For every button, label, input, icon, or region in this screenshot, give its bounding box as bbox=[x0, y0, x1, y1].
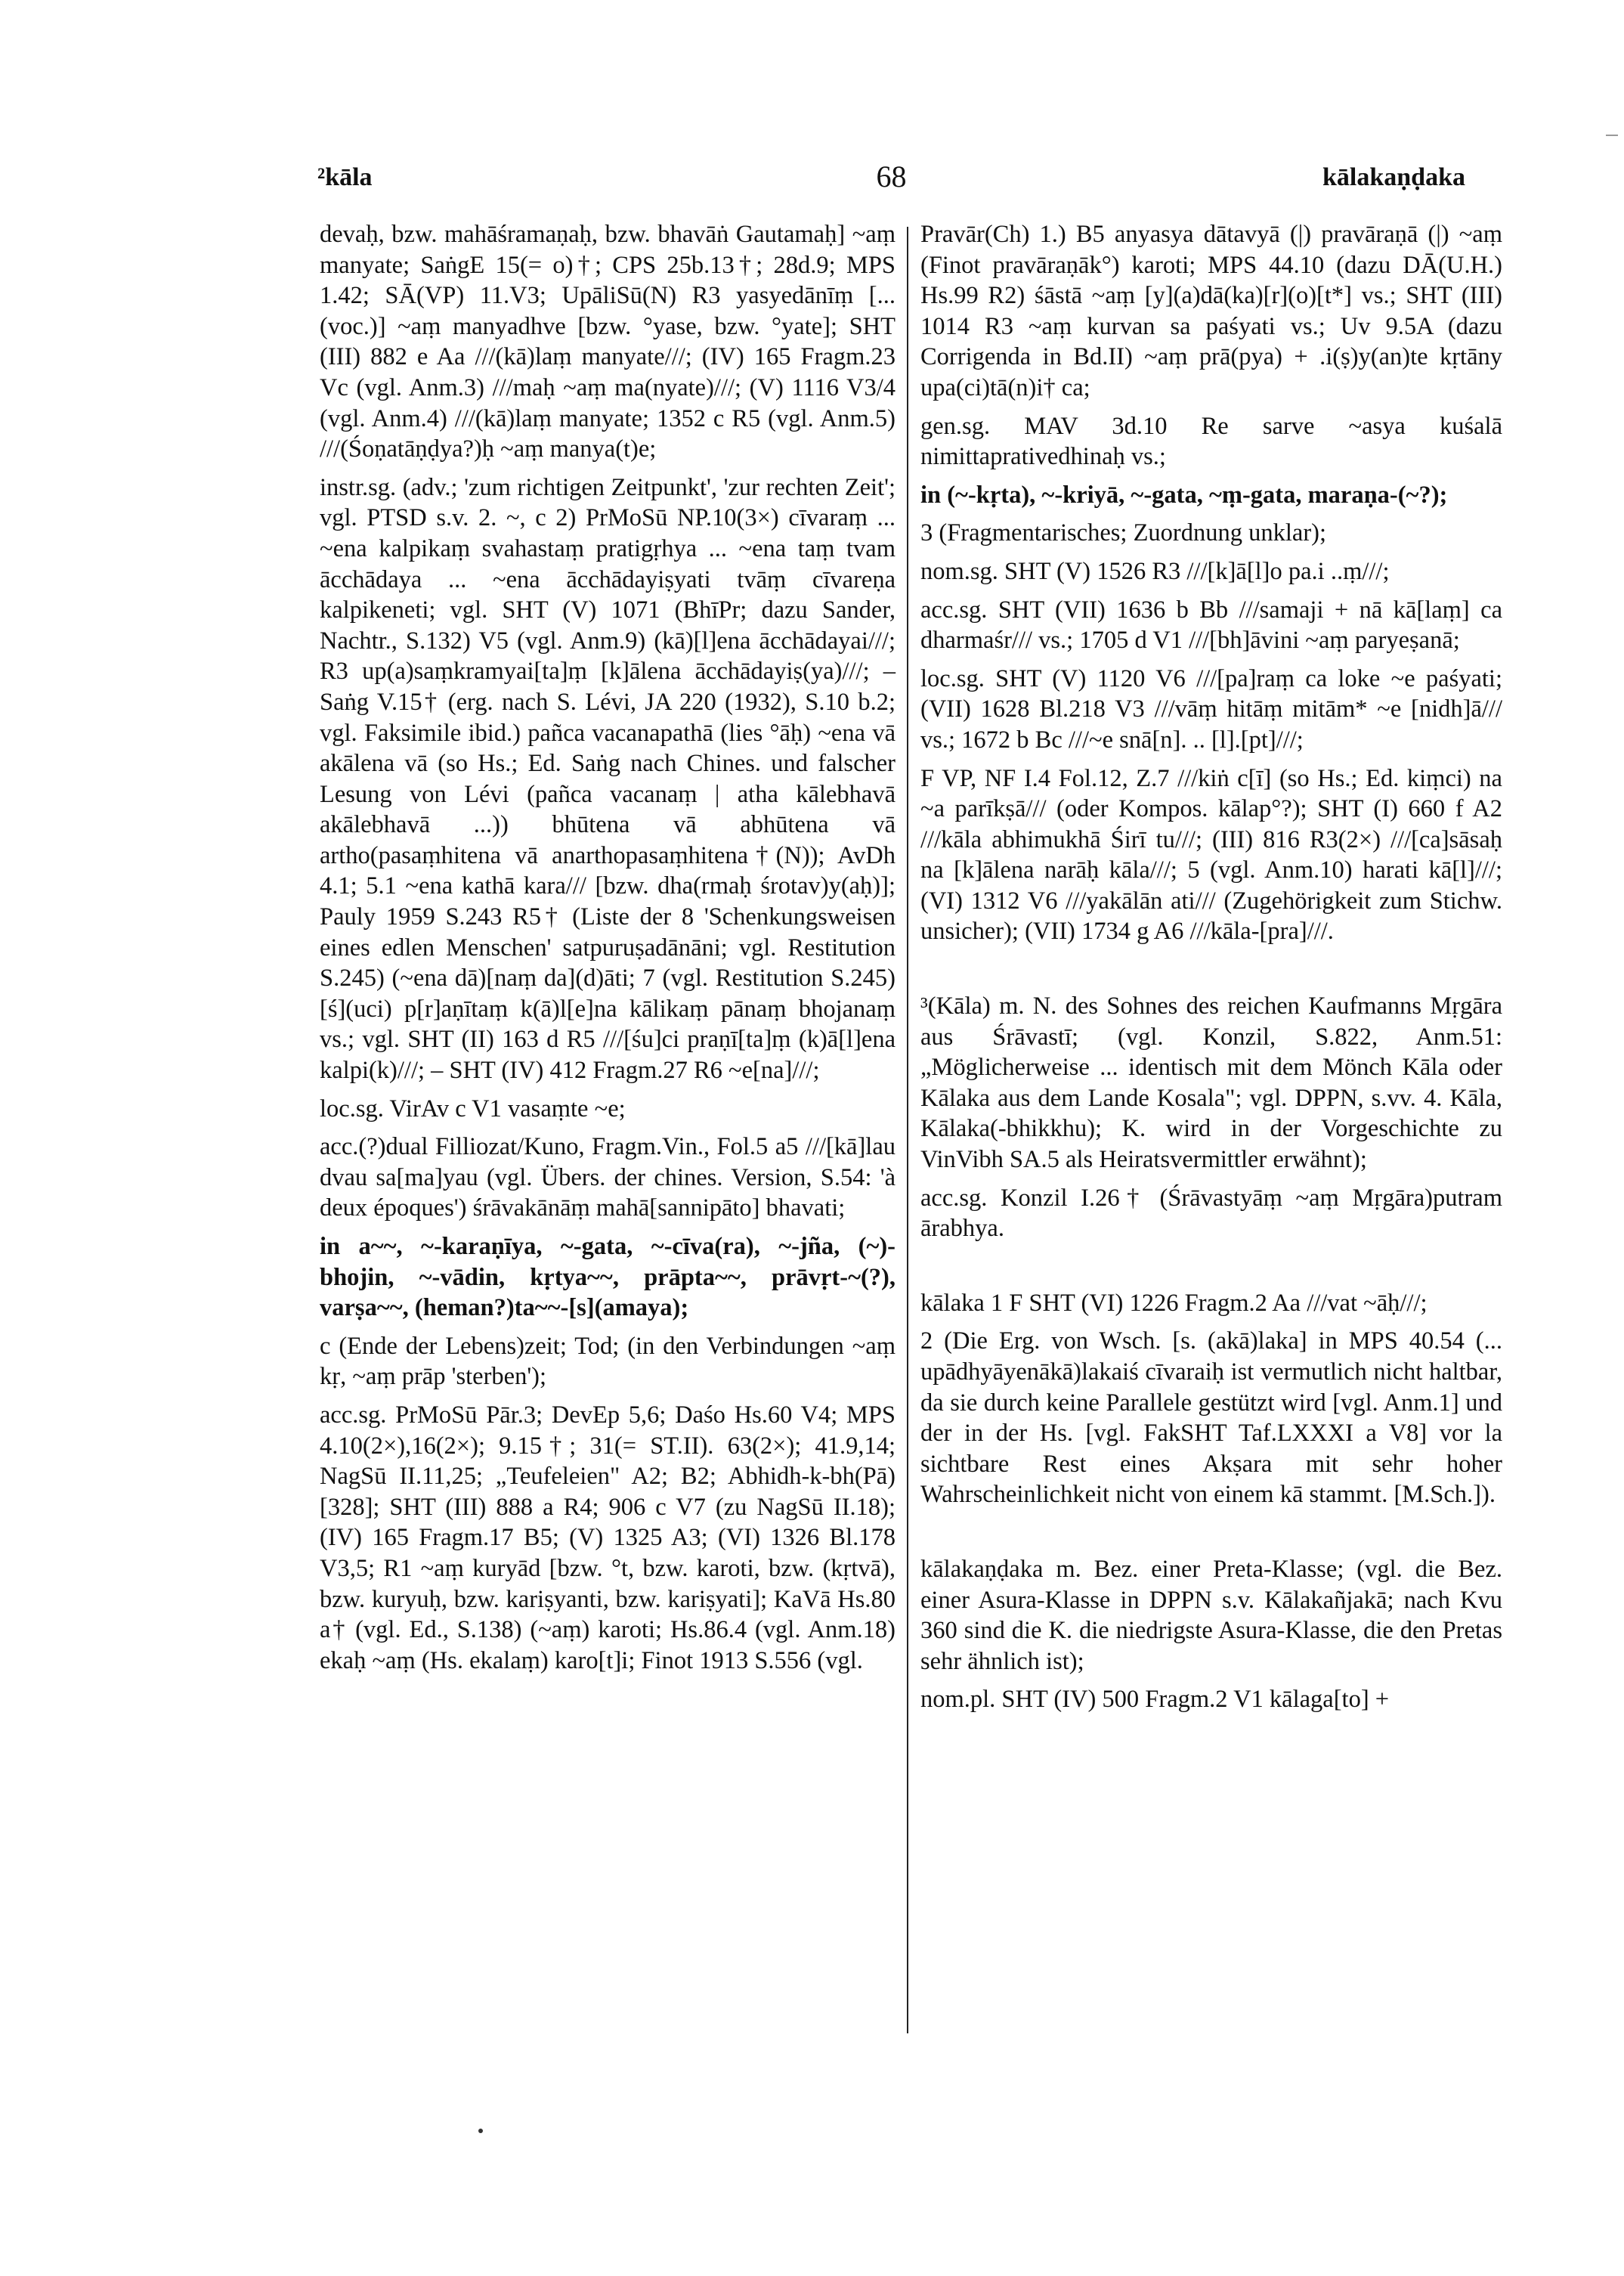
entry-paragraph: c (Ende der Lebens)zeit; Tod; (in den Verbindungen ~aṃ kṛ, ~aṃ prāp 'sterben'); bbox=[320, 1332, 896, 1391]
page-number: 68 bbox=[876, 159, 907, 194]
left-column bbox=[320, 219, 896, 1683]
entry-paragraph: nom.pl. SHT (IV) 500 Fragm.2 V1 kālaga[to] + bbox=[920, 1686, 1390, 1714]
entry-kalaka: kālaka 1 F SHT (VI) 1226 Fragm.2 Aa ///vat ~āḥ///; bbox=[920, 1289, 1428, 1317]
entry-paragraph: loc.sg. VirAv c V1 vasaṃte ~e; bbox=[320, 1095, 626, 1123]
entry-paragraph: loc.sg. SHT (V) 1120 V6 ///[pa]raṃ ca loke ~e paśyati; (VII) 1628 Bl.218 V3 ///vāṃ hitāṃ mitām* ~e [nidh]ā/// vs.; 1672 b Bc ///~e snā[n]. .. [l].[pt]///; bbox=[920, 664, 1502, 754]
entry-paragraph: 2 (Die Erg. von Wsch. [s. (akā)laka] in MPS 40.54 (... upādhyāyenākā)lakaiś cīvaraiḥ ist vermutlich nicht haltbar, da sie durch keine Parallele gestützt wird [vgl. Anm.1] und der in der Hs. [vgl. FakSHT Taf.LXXXI a V8] vor la sichtbare Rest eines Akṣara mit sehr hoher Wahrscheinlichkeit nicht von einem kā stammt. [M.Sch.]). bbox=[920, 1327, 1502, 1509]
entry-paragraph: acc.sg. PrMoSū Pār.3; DevEp 5,6; Daśo Hs.60 V4; MPS 4.10(2×),16(2×); 9.15†; 31(= ST.II). 63(2×); 41.9,14; NagSū II.11,25; „Teufeleien" A2; B2; Abhidh-k-bh(Pā) [328]; SHT (III) 888 a R4; 906 c V7 (zu NagSū II.18); (IV) 165 Fragm.17 B5; (V) 1325 A3; (VI) 1326 Bl.178 V3,5; R1 ~aṃ kuryād [bzw. °t, bzw. karoti, bzw. (kṛtvā), bzw. kuryuḥ, bzw. kariṣyanti, bzw. kariṣyati]; KaVā Hs.80 a† (vgl. Ed., S.138) (~aṃ) karoti; Hs.86.4 (vgl. Anm.18) ekaḥ ~aṃ (Hs. ekalaṃ) karo[t]i; Finot 1913 S.556 (vgl. bbox=[320, 1401, 896, 1674]
page-header bbox=[317, 159, 1465, 201]
stray-dot bbox=[478, 2129, 483, 2133]
entry-kala-3: ³(Kāla) m. N. des Sohnes des reichen Kaufmanns Mṛgāra aus Śrāvastī; (vgl. Konzil, S.822, Anm.51: „Möglicherweise ... identisch mit dem Mönch Kāla oder Kālaka aus dem Lande Kosala"; vgl. DPPN, s.vv. 4. Kāla, Kālaka(-bhikkhu); K. wird in der Vorgeschichte zu VinVibh SA.5 als Heiratsvermittler erwähnt); bbox=[920, 992, 1502, 1174]
entry-paragraph: in (~-kṛta), ~-kriyā, ~-gata, ~ṃ-gata, maraṇa-(~?); bbox=[920, 481, 1448, 509]
entry-paragraph: 3 (Fragmentarisches; Zuordnung unklar); bbox=[920, 519, 1327, 547]
header-left-headword: ²kāla bbox=[317, 163, 373, 191]
entry-paragraph: acc.(?)dual Filliozat/Kuno, Fragm.Vin., Fol.5 a5 ///[kā]lau dvau sa[ma]yau (vgl. Übers. der chines. Version, S.54: 'à deux époques') śrāvakānāṃ mahā[sannipāto] bhavati; bbox=[320, 1133, 896, 1222]
entry-paragraph: devaḥ, bzw. mahāśramaṇaḥ, bzw. bhavāṅ Gautamaḥ] ~aṃ manyate; SaṅgE 15(= o)†; CPS 25b.13†; 28d.9; MPS 1.42; SĀ(VP) 11.V3; UpāliSū(N) R3 yasyedānīṃ [... (voc.)] ~aṃ manyadhve [bzw. °yase, bzw. °yate]; SHT (III) 882 e Aa ///(kā)laṃ manyate///; (IV) 165 Fragm.23 Vc (vgl. Anm.3) ///maḥ ~aṃ ma(nyate)///; (V) 1116 V3/4 (vgl. Anm.4) ///(kā)laṃ manyate; 1352 c R5 (vgl. Anm.5) ///(Śoṇatāṇḍya?)ḥ ~aṃ manya(t)e; bbox=[320, 221, 896, 463]
entry-paragraph: acc.sg. SHT (VII) 1636 b Bb ///samaji + nā kā[laṃ] ca dharmaśr/// vs.; 1705 d V1 ///[bh]āvini ~aṃ paryeṣanā; bbox=[920, 596, 1502, 655]
header-right-headword: kālakaṇḍaka bbox=[1322, 163, 1465, 191]
entry-paragraph: instr.sg. (adv.; 'zum richtigen Zeitpunkt', 'zur rechten Zeit'; vgl. PTSD s.v. 2. ~, c 2) PrMoSū NP.10(3×) cīvaraṃ ... ~ena kalpikaṃ svahastaṃ pratigṛhya ... ~ena taṃ tvam ācchādaya ... ~ena ācchādayiṣyati tvāṃ cīvareṇa kalpikeneti; vgl. SHT (V) 1071 (BhīPr; dazu Sander, Nachtr., S.132) V5 (vgl. Anm.9) (kā)[l]ena ācchādayai///; R3 up(a)saṃkramyai[ta]ṃ [k]ālena ācchādayiṣ(ya)///; – Saṅg V.15† (erg. nach S. Lévi, JA 220 (1932), S.10 b.2; vgl. Faksimile ibid.) pañca vacanapathā (lies °āḥ) ~ena vā akālena vā (so Hs.; Ed. Saṅg nach Chines. und falscher Lesung von Lévi (pañca vacanaṃ | atha kālebhavā akālebhavā ...)) bhūtena vā abhūtena vā artho(pasaṃhitena vā anarthopasaṃhitena†(N)); AvDh 4.1; 5.1 ~ena kathā kara/// [bzw. dha(rmaḥ śrotav)y(aḥ)]; Pauly 1959 S.243 R5† (Liste der 8 'Schenkungsweisen eines edlen Menschen' satpuruṣadānāni; vgl. Restitution S.245) (~ena dā)[naṃ da](d)āti; 7 (vgl. Restitution S.245) [ś](uci) p[r]aṇītaṃ k(ā)l[e]na kālikaṃ pānaṃ bhojanaṃ vs.; vgl. SHT (II) 163 d R5 ///[śu]ci praṇī[ta]ṃ (k)ā[l]ena kalpi(k)///; – SHT (IV) 412 Fragm.27 R6 ~e[na]///; bbox=[320, 473, 896, 1085]
entry-paragraph: in a~~, ~-karaṇīya, ~-gata, ~-cīva(ra), ~-jña, (~)-bhojin, ~-vādin, kṛtya~~, prāpta~~, prāvṛt-~(?), varṣa~~, (heman?)ta~~-[s](amaya); bbox=[320, 1233, 896, 1322]
scan-mark bbox=[1606, 135, 1618, 136]
entry-paragraph: Pravār(Ch) 1.) B5 anyasya dātavyā (|) pravāraṇā (|) ~aṃ (Finot pravāraṇāk°) karoti; MPS 44.10 (dazu DĀ(U.H.) Hs.99 R2) śāstā ~aṃ [y](a)dā(ka)[r](o)[t*] vs.; SHT (III) 1014 R3 ~aṃ kurvan sa paśyati vs.; Uv 9.5A (dazu Corrigenda in Bd.II) ~aṃ prā(pya) + .i(ṣ)y(an)te kṛtāny upa(ci)tā(n)i† ca; bbox=[920, 221, 1502, 401]
entry-paragraph: F VP, NF I.4 Fol.12, Z.7 ///kiṅ c[ī] (so Hs.; Ed. kiṃci) na ~a parīkṣā/// (oder Kompos. kālap°?); SHT (I) 660 f A2 ///kāla abhimukhā Śirī tu///; (III) 816 R3(2×) ///[ca]sāsaḥ na [k]ālena narāḥ kāla///; 5 (vgl. Anm.10) harati kā[l]///; (VI) 1312 V6 ///yakālān ati/// (Zugehörigkeit zum Stichw. unsicher); (VII) 1734 g A6 ///kāla-[pra]///. bbox=[920, 764, 1502, 946]
entry-paragraph: nom.sg. SHT (V) 1526 R3 ///[k]ā[l]o pa.i ..ṃ///; bbox=[920, 557, 1390, 585]
column-divider bbox=[907, 227, 908, 2033]
entry-kalakandaka: kālakaṇḍaka m. Bez. einer Preta-Klasse; (vgl. die Bez. einer Asura-Klasse in DPPN s.v. Kālakañjakā; nach Kvu 360 sind die K. die niedrigste Asura-Klasse, die den Pretas sehr ähnlich ist); bbox=[920, 1555, 1502, 1675]
entry-paragraph: acc.sg. Konzil I.26† (Śrāvastyāṃ ~aṃ Mṛgāra)putram ārabhya. bbox=[920, 1184, 1502, 1243]
entry-paragraph: gen.sg. MAV 3d.10 Re sarve ~asya kuśalā nimittaprativedhinaḥ vs.; bbox=[920, 412, 1502, 471]
right-column bbox=[920, 219, 1502, 1723]
